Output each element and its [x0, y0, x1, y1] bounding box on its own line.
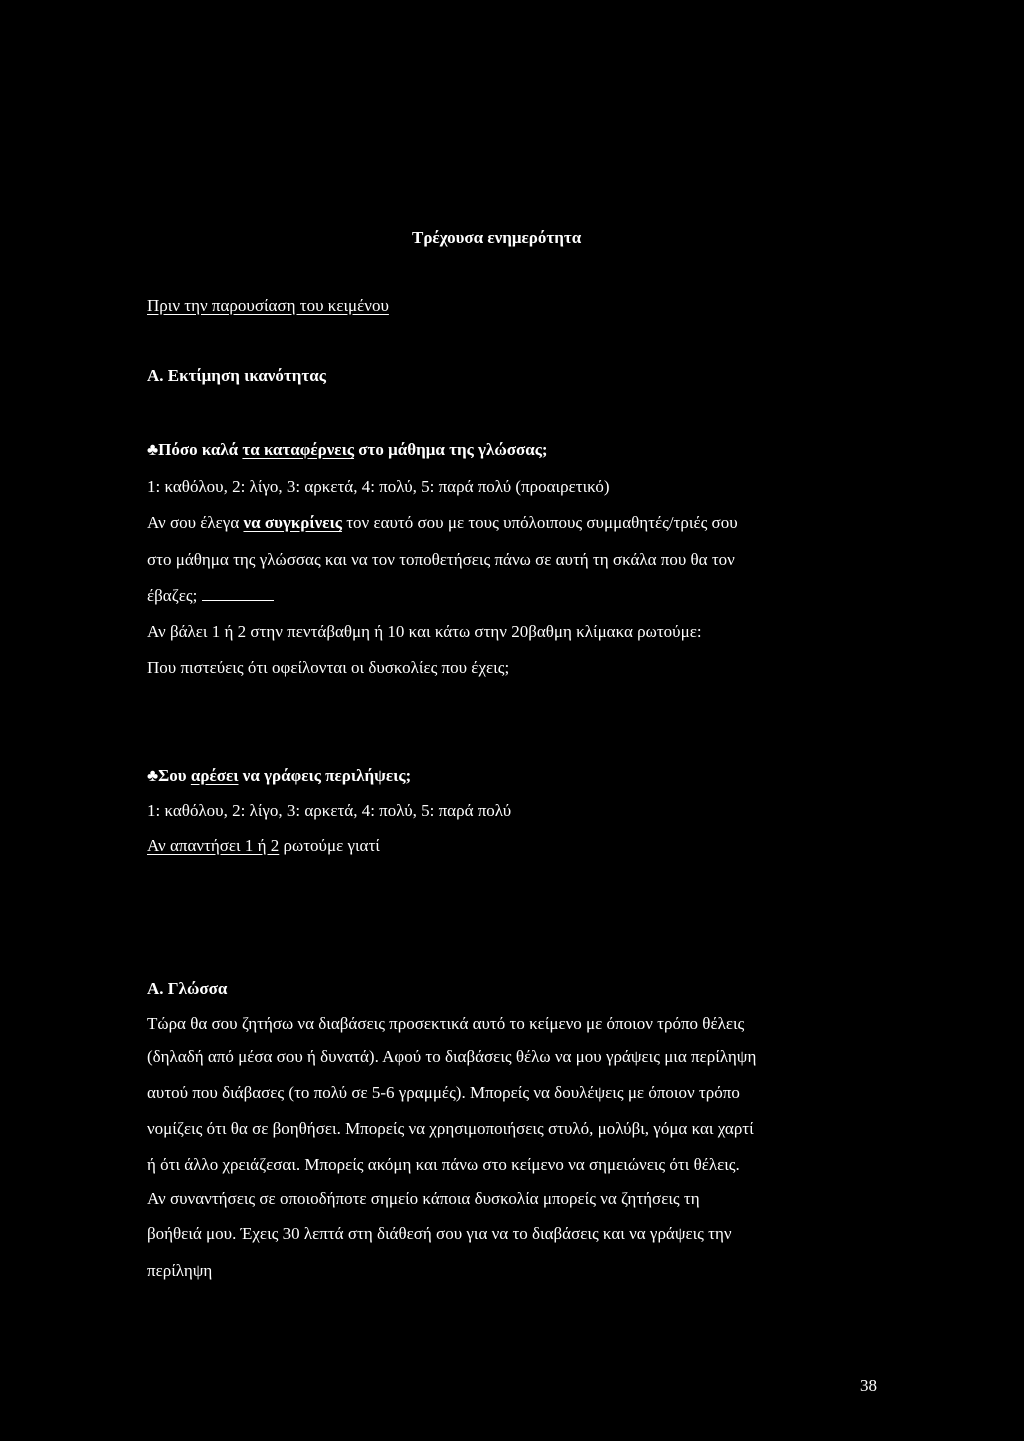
- page-title: Τρέχουσα ενημερότητα: [412, 228, 582, 247]
- compare-text-a: Αν σου έλεγα: [147, 513, 244, 532]
- instruction-line-5: ή ότι άλλο χρειάζεσαι. Μπορείς ακόμη και πάνω στο κείμενο να σημειώνεις ότι θέλεις.: [147, 1155, 740, 1174]
- question-1-compare-line-3: [147, 586, 274, 606]
- compare-line-3-text: έβαζες;: [147, 586, 198, 605]
- instruction-line-8: περίληψη: [147, 1261, 213, 1280]
- question-1-scale: 1: καθόλου, 2: λίγο, 3: αρκετά, 4: πολύ, 5: παρά πολύ (προαιρετικό): [147, 477, 610, 496]
- question-1-compare-line-2: στο μάθημα της γλώσσας και να τον τοποθετήσεις πάνω σε αυτή τη σκάλα που θα τον: [147, 550, 735, 569]
- club-bullet-icon: ♣: [147, 440, 159, 459]
- question-1-text-underlined: τα καταφέρνεις: [242, 440, 355, 459]
- question-1-followup-1: Αν βάλει 1 ή 2 στην πεντάβαθμη ή 10 και κάτω στην 20βαθμη κλίμακα ρωτούμε:: [147, 622, 702, 641]
- instruction-line-7: βοήθειά μου. Έχεις 30 λεπτά στη διάθεσή σου για να το διαβάσεις και να γράψεις την: [147, 1224, 732, 1243]
- question-1-compare-line-1: [147, 513, 738, 533]
- question-1-text-a: Πόσο καλά: [158, 440, 243, 459]
- instruction-line-3: αυτού που διάβασες (το πολύ σε 5-6 γραμμές). Μπορείς να δουλέψεις με όποιον τρόπο: [147, 1083, 740, 1102]
- question-1: [147, 440, 548, 460]
- club-bullet-icon: ♣: [147, 766, 159, 785]
- instruction-line-4: νομίζεις ότι θα σε βοηθήσει. Μπορείς να χρησιμοποιήσεις στυλό, μολύβι, γόμα και χαρτί: [147, 1119, 754, 1138]
- instruction-line-6: Αν συναντήσεις σε οποιοδήποτε σημείο κάποια δυσκολία μπορείς να ζητήσεις τη: [147, 1189, 700, 1208]
- question-2-text-c: να γράφεις περιλήψεις;: [238, 766, 412, 785]
- question-2-followup: [147, 836, 380, 856]
- question-2-text-a: Σου: [158, 766, 191, 785]
- question-2-followup-text: ρωτούμε γιατί: [279, 836, 380, 855]
- question-2-text-underlined: αρέσει: [190, 766, 239, 785]
- page-number: 38: [860, 1376, 877, 1395]
- section-a-heading: Α. Εκτίμηση ικανότητας: [147, 366, 326, 385]
- compare-text-underlined: να συγκρίνεις: [243, 513, 342, 532]
- question-1-text-c: στο μάθημα της γλώσσας;: [354, 440, 548, 459]
- question-2-scale: 1: καθόλου, 2: λίγο, 3: αρκετά, 4: πολύ, 5: παρά πολύ: [147, 801, 512, 820]
- section-language-heading: Α. Γλώσσα: [147, 979, 228, 998]
- question-1-followup-2: Που πιστεύεις ότι οφείλονται οι δυσκολίες που έχεις;: [147, 658, 510, 677]
- question-2: [147, 766, 411, 786]
- question-2-followup-underlined: Αν απαντήσει 1 ή 2: [147, 836, 280, 855]
- answer-blank: [202, 586, 274, 601]
- instruction-line-1: Τώρα θα σου ζητήσω να διαβάσεις προσεκτικά αυτό το κείμενο με όποιον τρόπο θέλεις: [147, 1014, 745, 1033]
- section-before-label: Πριν την παρουσίαση του κειμένου: [147, 296, 389, 315]
- compare-text-c: τον εαυτό σου με τους υπόλοιπους συμμαθητές/τριές σου: [341, 513, 738, 532]
- instruction-line-2: (δηλαδή από μέσα σου ή δυνατά). Αφού το διαβάσεις θέλω να μου γράψεις μια περίληψη: [147, 1047, 757, 1066]
